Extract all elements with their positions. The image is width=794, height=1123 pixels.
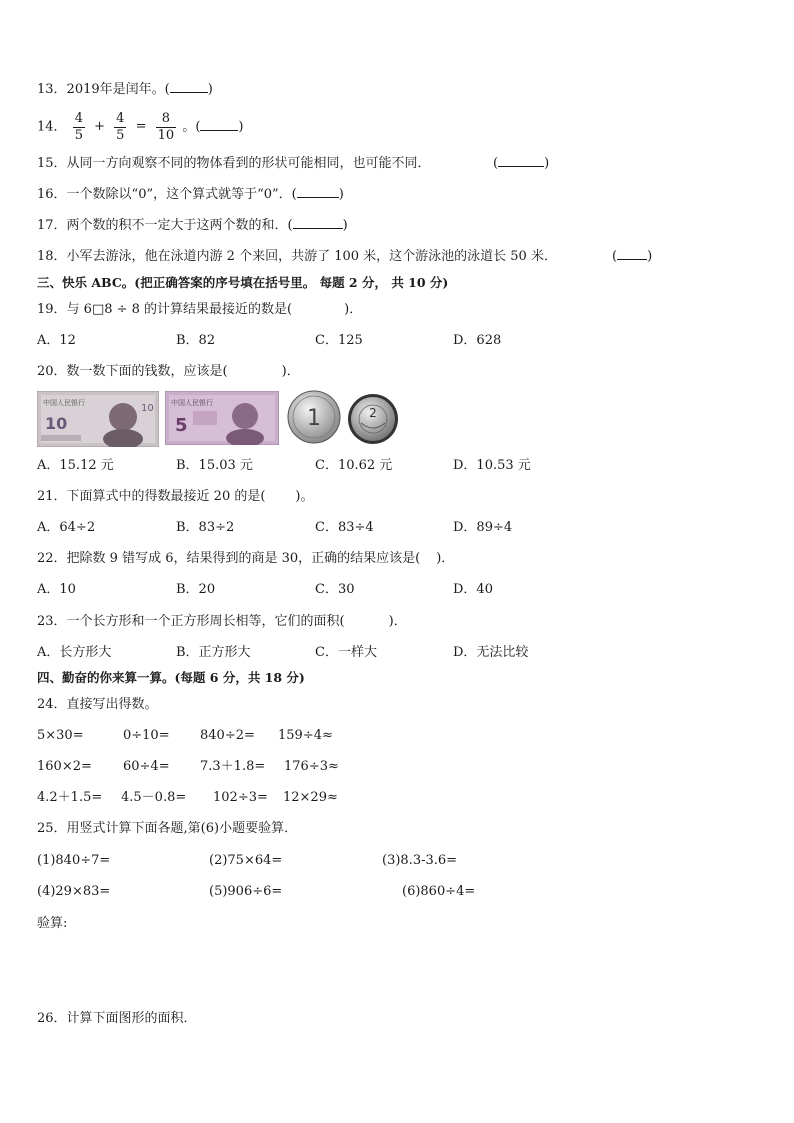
option-a[interactable]: A．12 bbox=[37, 333, 76, 348]
fraction: $\frac{4}{5}$ bbox=[116, 110, 125, 143]
calc-item: 60÷4= bbox=[123, 759, 170, 774]
fraction: $\frac{4}{5}$ bbox=[74, 110, 83, 143]
option-c[interactable]: C．83÷4 bbox=[315, 520, 374, 535]
fraction: $\frac{8}{10}$ bbox=[157, 110, 175, 143]
calc-item: 4.5－0.8= bbox=[121, 790, 187, 805]
question-25: 25．用竖式计算下面各题,第(6)小题要验算． bbox=[37, 821, 298, 836]
question-22: 22．把除数 9 错写成 6，结果得到的商是 30，正确的结果应该是( )． bbox=[37, 551, 455, 566]
option-a[interactable]: A．10 bbox=[37, 582, 76, 597]
calc-item: 0÷10= bbox=[123, 728, 170, 743]
calc-item: (5)906÷6= bbox=[209, 884, 283, 899]
option-a[interactable]: A．长方形大 bbox=[37, 645, 112, 660]
calc-item: 176÷3≈ bbox=[284, 759, 339, 774]
svg-text:10: 10 bbox=[45, 414, 68, 433]
option-b[interactable]: B．20 bbox=[176, 582, 216, 597]
option-b[interactable]: B．正方形大 bbox=[176, 645, 251, 660]
coin-1-yuan-image bbox=[287, 390, 341, 444]
option-d[interactable]: D．无法比较 bbox=[453, 645, 529, 660]
calc-item: 102÷3= bbox=[213, 790, 268, 805]
question-15-answer: ( ) bbox=[493, 156, 550, 171]
answer-blank[interactable] bbox=[200, 118, 238, 131]
option-b[interactable]: B．15.03 元 bbox=[176, 458, 253, 473]
question-19: 19．与 6□8 ÷ 8 的计算结果最接近的数是( )． bbox=[37, 302, 363, 317]
option-a[interactable]: A．64÷2 bbox=[37, 520, 96, 535]
verification-label: 验算: bbox=[37, 916, 68, 931]
option-c[interactable]: C．一样大 bbox=[315, 645, 377, 660]
option-d[interactable]: D．40 bbox=[453, 582, 493, 597]
question-23: 23．一个长方形和一个正方形周长相等，它们的面积( )． bbox=[37, 614, 407, 629]
question-26: 26．计算下面图形的面积． bbox=[37, 1011, 197, 1026]
option-b[interactable]: B．82 bbox=[176, 333, 216, 348]
option-c[interactable]: C．10.62 元 bbox=[315, 458, 393, 473]
option-c[interactable]: C．30 bbox=[315, 582, 355, 597]
answer-blank[interactable] bbox=[617, 247, 647, 260]
question-18-answer: ( ) bbox=[612, 249, 653, 264]
calc-item: 159÷4≈ bbox=[278, 728, 333, 743]
calc-item: 5×30= bbox=[37, 728, 84, 743]
svg-text:5: 5 bbox=[175, 415, 188, 436]
svg-text:中国人民银行: 中国人民银行 bbox=[171, 399, 213, 407]
calc-item: (6)860÷4= bbox=[402, 884, 476, 899]
question-14: 14． $\frac{4}{5}$ + $\frac{4}{5}$ = $\frac{8}{10}$ 。( ) bbox=[37, 110, 244, 143]
coin-2-fen-image bbox=[347, 393, 399, 445]
calc-item: (2)75×64= bbox=[209, 853, 283, 868]
option-d[interactable]: D．89÷4 bbox=[453, 520, 513, 535]
calc-item: (1)840÷7= bbox=[37, 853, 111, 868]
banknote-5-yuan-image bbox=[165, 391, 279, 445]
question-17: 17．两个数的积不一定大于这两个数的和．( ) bbox=[37, 218, 348, 233]
answer-blank[interactable] bbox=[297, 185, 339, 198]
banknote-10-yuan-image bbox=[37, 391, 159, 447]
svg-text:1: 1 bbox=[307, 406, 321, 431]
question-13-text: 13．2019年是闰年。( bbox=[37, 82, 170, 97]
question-20: 20．数一数下面的钱数，应该是( )． bbox=[37, 364, 300, 379]
calc-item: (3)8.3-3.6= bbox=[382, 853, 458, 868]
option-b[interactable]: B．83÷2 bbox=[176, 520, 235, 535]
section-3-heading: 三、快乐 ABC。(把正确答案的序号填在括号里。 每题 2 分， 共 10 分) bbox=[37, 275, 449, 290]
calc-item: 840÷2= bbox=[200, 728, 255, 743]
answer-blank[interactable] bbox=[293, 216, 343, 229]
svg-text:中国人民银行: 中国人民银行 bbox=[43, 399, 85, 407]
calc-item: 160×2= bbox=[37, 759, 92, 774]
svg-text:10: 10 bbox=[141, 403, 154, 414]
answer-blank[interactable] bbox=[170, 80, 208, 93]
calc-item: 4.2＋1.5= bbox=[37, 790, 103, 805]
option-c[interactable]: C．125 bbox=[315, 333, 363, 348]
question-15: 15．从同一方向观察不同的物体看到的形状可能相同，也可能不同． bbox=[37, 156, 431, 171]
question-18: 18．小军去游泳，他在泳道内游 2 个来回，共游了 100 米，这个游泳池的泳道长 50 米． bbox=[37, 249, 557, 264]
question-21: 21．下面算式中的得数最接近 20 的是( )。 bbox=[37, 489, 314, 504]
question-24: 24．直接写出得数。 bbox=[37, 697, 158, 712]
question-13: 13．2019年是闰年。( ) bbox=[37, 82, 213, 97]
option-d[interactable]: D．628 bbox=[453, 333, 502, 348]
calc-item: (4)29×83= bbox=[37, 884, 111, 899]
option-d[interactable]: D．10.53 元 bbox=[453, 458, 531, 473]
section-4-heading: 四、勤奋的你来算一算。(每题 6 分，共 18 分) bbox=[37, 670, 305, 685]
calc-item: 12×29≈ bbox=[283, 790, 338, 805]
answer-blank[interactable] bbox=[498, 154, 544, 167]
option-a[interactable]: A．15.12 元 bbox=[37, 458, 114, 473]
question-16: 16．一个数除以“0”，这个算式就等于“0”．( ) bbox=[37, 187, 344, 202]
calc-item: 7.3＋1.8= bbox=[200, 759, 266, 774]
svg-text:2: 2 bbox=[369, 406, 377, 420]
